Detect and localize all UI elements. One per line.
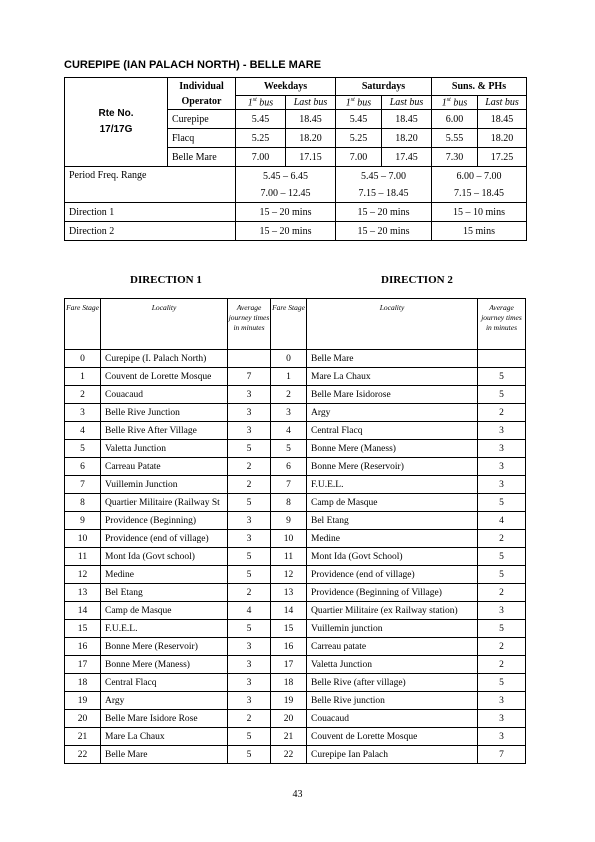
table-row	[65, 566, 526, 584]
fare-stage: 12	[65, 566, 101, 584]
journey-time: 2	[478, 404, 526, 422]
fare-stage: 0	[65, 350, 101, 368]
table-row	[65, 404, 526, 422]
frequency-cell: 15 – 20 mins	[336, 222, 432, 241]
locality: Curepipe Ian Palach	[307, 746, 478, 764]
locality: F.U.E.L.	[307, 476, 478, 494]
fare-stage: 2	[271, 386, 307, 404]
table-row	[65, 584, 526, 602]
table-row	[65, 530, 526, 548]
direction-label: Direction 1	[65, 203, 236, 222]
table-row	[65, 602, 526, 620]
operator-line-2: Operator	[181, 95, 222, 107]
frequency-cell: 15 mins	[432, 222, 527, 241]
journey-time: 2	[228, 458, 271, 476]
fare-stage: 11	[65, 548, 101, 566]
fare-stage: 11	[271, 548, 307, 566]
journey-time: 5	[228, 620, 271, 638]
journey-time: 5	[228, 494, 271, 512]
period-range: 5.45 – 7.00	[361, 170, 406, 182]
locality: Belle Mare	[101, 746, 228, 764]
table-row	[65, 476, 526, 494]
fare-stage: 14	[65, 602, 101, 620]
place-name: Belle Mare	[168, 148, 236, 167]
journey-time: 3	[478, 476, 526, 494]
time-cell: 17.45	[382, 148, 432, 167]
locality: Carreau Patate	[101, 458, 228, 476]
locality: Couvent de Lorette Mosque	[307, 728, 478, 746]
locality: Medine	[101, 566, 228, 584]
locality: Bonne Mere (Reservoir)	[307, 458, 478, 476]
journey-time: 2	[478, 584, 526, 602]
locality: Mare La Chaux	[101, 728, 228, 746]
operator-line-1: Individual	[179, 80, 224, 92]
fare-stage: 21	[271, 728, 307, 746]
fare-stage: 19	[271, 692, 307, 710]
fare-stage: 16	[65, 638, 101, 656]
locality: Quartier Militaire (Railway St	[101, 494, 228, 512]
fare-stage: 7	[65, 476, 101, 494]
journey-time: 2	[228, 584, 271, 602]
journey-time: 3	[478, 458, 526, 476]
table-row	[65, 386, 526, 404]
period-range: 6.00 – 7.00	[456, 170, 502, 182]
time-cell: 7.00	[236, 148, 286, 167]
period-sundays	[432, 167, 527, 203]
journey-time: 5	[228, 548, 271, 566]
time-cell: 5.55	[432, 129, 478, 148]
locality: Providence (end of village)	[101, 530, 228, 548]
fare-stage: 13	[271, 584, 307, 602]
frequency-cell: 15 – 20 mins	[236, 203, 336, 222]
last-bus-header: Last bus	[382, 96, 432, 110]
journey-time: 3	[478, 728, 526, 746]
fare-stage-header: Fare Stage	[271, 299, 307, 350]
locality: Couacaud	[307, 710, 478, 728]
fare-stage: 4	[271, 422, 307, 440]
journey-time: 5	[478, 548, 526, 566]
journey-time: 5	[478, 620, 526, 638]
locality: Providence (Beginning)	[101, 512, 228, 530]
journey-time: 5	[228, 440, 271, 458]
journey-time: 5	[228, 746, 271, 764]
last-bus-header: Last bus	[478, 96, 527, 110]
table-row	[65, 494, 526, 512]
journey-time: 3	[228, 530, 271, 548]
period-freq-row	[65, 167, 527, 203]
locality: Providence (Beginning of Village)	[307, 584, 478, 602]
fare-stage: 22	[271, 746, 307, 764]
locality: Argy	[307, 404, 478, 422]
time-cell: 17.25	[478, 148, 527, 167]
locality: Medine	[307, 530, 478, 548]
journey-time: 5	[478, 494, 526, 512]
fare-stage: 5	[65, 440, 101, 458]
fare-stage: 13	[65, 584, 101, 602]
locality: Bonne Mere (Maness)	[101, 656, 228, 674]
operator-header	[168, 78, 236, 110]
locality: Curepipe (I. Palach North)	[101, 350, 228, 368]
route-schedule-table	[64, 77, 527, 241]
fare-stage: 7	[271, 476, 307, 494]
fare-stage: 8	[65, 494, 101, 512]
last-bus-header: Last bus	[286, 96, 336, 110]
direction-label: Direction 2	[65, 222, 236, 241]
period-weekdays	[236, 167, 336, 203]
fare-stage: 15	[271, 620, 307, 638]
time-cell: 18.20	[382, 129, 432, 148]
page-number: 43	[292, 789, 303, 800]
direction-2-row	[65, 222, 527, 241]
locality-header: Locality	[307, 299, 478, 350]
table-row	[65, 548, 526, 566]
locality: Mont Ida (Govt School)	[307, 548, 478, 566]
journey-time: 4	[228, 602, 271, 620]
avg-time-header: Average journey times in minutes	[228, 299, 271, 350]
locality: Bel Etang	[101, 584, 228, 602]
direction-1-row	[65, 203, 527, 222]
fare-stage: 5	[271, 440, 307, 458]
locality: Camp de Masque	[307, 494, 478, 512]
locality: Belle Mare Isidore Rose	[101, 710, 228, 728]
fare-stage: 20	[271, 710, 307, 728]
journey-time: 3	[478, 440, 526, 458]
journey-time: 3	[228, 692, 271, 710]
route-number-cell	[65, 78, 168, 167]
journey-time: 2	[478, 530, 526, 548]
time-cell: 7.00	[336, 148, 382, 167]
journey-time: 5	[228, 566, 271, 584]
journey-time: 2	[478, 638, 526, 656]
period-range: 5.45 – 6.45	[263, 170, 308, 182]
journey-time: 3	[478, 422, 526, 440]
locality: Valetta Junction	[101, 440, 228, 458]
journey-time: 5	[478, 368, 526, 386]
period-range: 7.00 – 12.45	[260, 187, 311, 199]
first-bus-header: 1st bus	[432, 96, 478, 110]
direction-1-heading: DIRECTION 1	[130, 274, 202, 286]
locality: Argy	[101, 692, 228, 710]
locality-header: Locality	[101, 299, 228, 350]
locality: Belle Rive (after village)	[307, 674, 478, 692]
fare-stage: 19	[65, 692, 101, 710]
locality: Bel Etang	[307, 512, 478, 530]
journey-time: 3	[478, 710, 526, 728]
time-cell: 5.25	[236, 129, 286, 148]
place-name: Curepipe	[168, 110, 236, 129]
locality: Belle Mare Isidorose	[307, 386, 478, 404]
locality: Providence (end of village)	[307, 566, 478, 584]
table-row	[65, 692, 526, 710]
fare-stage: 3	[65, 404, 101, 422]
fare-stage: 17	[271, 656, 307, 674]
fare-stage: 9	[65, 512, 101, 530]
journey-time	[228, 350, 271, 368]
journey-time: 3	[228, 404, 271, 422]
locality: Bonne Mere (Maness)	[307, 440, 478, 458]
fare-stage: 6	[65, 458, 101, 476]
time-cell: 6.00	[432, 110, 478, 129]
fare-stage: 3	[271, 404, 307, 422]
locality: Belle Rive Junction	[101, 404, 228, 422]
time-cell: 18.45	[286, 110, 336, 129]
time-cell: 5.25	[336, 129, 382, 148]
journey-time: 3	[228, 674, 271, 692]
table-row	[65, 422, 526, 440]
fare-stage: 4	[65, 422, 101, 440]
fare-stage: 6	[271, 458, 307, 476]
first-bus-header: 1st bus	[336, 96, 382, 110]
table-row	[65, 728, 526, 746]
table-row	[65, 368, 526, 386]
fare-stage: 1	[271, 368, 307, 386]
locality: Mont Ida (Govt school)	[101, 548, 228, 566]
route-number: 17/17G	[99, 124, 133, 135]
time-cell: 17.15	[286, 148, 336, 167]
journey-time: 3	[478, 692, 526, 710]
fare-stage-table	[64, 298, 526, 764]
locality: Belle Rive After Village	[101, 422, 228, 440]
time-cell: 18.20	[478, 129, 527, 148]
fare-stage: 15	[65, 620, 101, 638]
journey-time: 4	[478, 512, 526, 530]
locality: Quartier Militaire (ex Railway station)	[307, 602, 478, 620]
fare-stage: 10	[65, 530, 101, 548]
journey-time: 3	[478, 602, 526, 620]
table-row	[65, 458, 526, 476]
time-cell: 18.45	[478, 110, 527, 129]
group-sundays: Suns. & PHs	[432, 78, 527, 96]
avg-time-header: Average journey times in minutes	[478, 299, 526, 350]
fare-stage: 12	[271, 566, 307, 584]
period-range: 7.15 – 18.45	[454, 187, 505, 199]
journey-time: 5	[478, 566, 526, 584]
fare-stage: 14	[271, 602, 307, 620]
locality: Belle Rive junction	[307, 692, 478, 710]
locality: F.U.E.L.	[101, 620, 228, 638]
fare-stage: 16	[271, 638, 307, 656]
journey-time: 5	[478, 386, 526, 404]
table-row	[65, 350, 526, 368]
frequency-cell: 15 – 20 mins	[236, 222, 336, 241]
fare-stage-header: Fare Stage	[65, 299, 101, 350]
journey-time: 3	[228, 512, 271, 530]
fare-stage: 2	[65, 386, 101, 404]
locality: Carreau patate	[307, 638, 478, 656]
journey-time: 2	[478, 656, 526, 674]
time-cell: 5.45	[336, 110, 382, 129]
fare-stage: 18	[65, 674, 101, 692]
journey-time: 7	[228, 368, 271, 386]
locality: Couacaud	[101, 386, 228, 404]
fare-stage: 9	[271, 512, 307, 530]
group-weekdays: Weekdays	[236, 78, 336, 96]
locality: Central Flacq	[101, 674, 228, 692]
first-bus-header: 1st bus	[236, 96, 286, 110]
fare-stage: 1	[65, 368, 101, 386]
fare-stage: 21	[65, 728, 101, 746]
fare-stage: 20	[65, 710, 101, 728]
direction-2-heading: DIRECTION 2	[381, 274, 453, 286]
journey-time: 7	[478, 746, 526, 764]
fare-stage: 10	[271, 530, 307, 548]
locality: Couvent de Lorette Mosque	[101, 368, 228, 386]
table-row	[65, 656, 526, 674]
locality: Camp de Masque	[101, 602, 228, 620]
table-row	[65, 440, 526, 458]
journey-time: 3	[228, 656, 271, 674]
period-range: 7.15 – 18.45	[358, 187, 409, 199]
time-cell: 18.20	[286, 129, 336, 148]
journey-time: 2	[228, 476, 271, 494]
period-saturdays	[336, 167, 432, 203]
locality: Central Flacq	[307, 422, 478, 440]
frequency-cell: 15 – 10 mins	[432, 203, 527, 222]
period-label: Period Freq. Range	[65, 167, 236, 203]
place-name: Flacq	[168, 129, 236, 148]
journey-time: 3	[228, 422, 271, 440]
page-title: CUREPIPE (IAN PALACH NORTH) - BELLE MARE	[64, 59, 322, 71]
journey-time: 5	[478, 674, 526, 692]
fare-stage: 17	[65, 656, 101, 674]
table-row	[65, 710, 526, 728]
table-row	[65, 620, 526, 638]
locality: Mare La Chaux	[307, 368, 478, 386]
table-row	[65, 746, 526, 764]
time-cell: 5.45	[236, 110, 286, 129]
time-cell: 18.45	[382, 110, 432, 129]
journey-time	[478, 350, 526, 368]
fare-stage: 18	[271, 674, 307, 692]
journey-time: 5	[228, 728, 271, 746]
journey-time: 3	[228, 638, 271, 656]
group-saturdays: Saturdays	[336, 78, 432, 96]
table-row	[65, 512, 526, 530]
fare-stage: 8	[271, 494, 307, 512]
route-label: Rte No.	[98, 108, 134, 119]
table-row	[65, 638, 526, 656]
journey-time: 2	[228, 710, 271, 728]
journey-time: 3	[228, 386, 271, 404]
table-row	[65, 674, 526, 692]
locality: Belle Mare	[307, 350, 478, 368]
time-cell: 7.30	[432, 148, 478, 167]
locality: Valetta Junction	[307, 656, 478, 674]
locality: Vuillemin Junction	[101, 476, 228, 494]
locality: Vuillemin junction	[307, 620, 478, 638]
locality: Bonne Mere (Reservoir)	[101, 638, 228, 656]
fare-stage: 0	[271, 350, 307, 368]
frequency-cell: 15 – 20 mins	[336, 203, 432, 222]
fare-stage: 22	[65, 746, 101, 764]
